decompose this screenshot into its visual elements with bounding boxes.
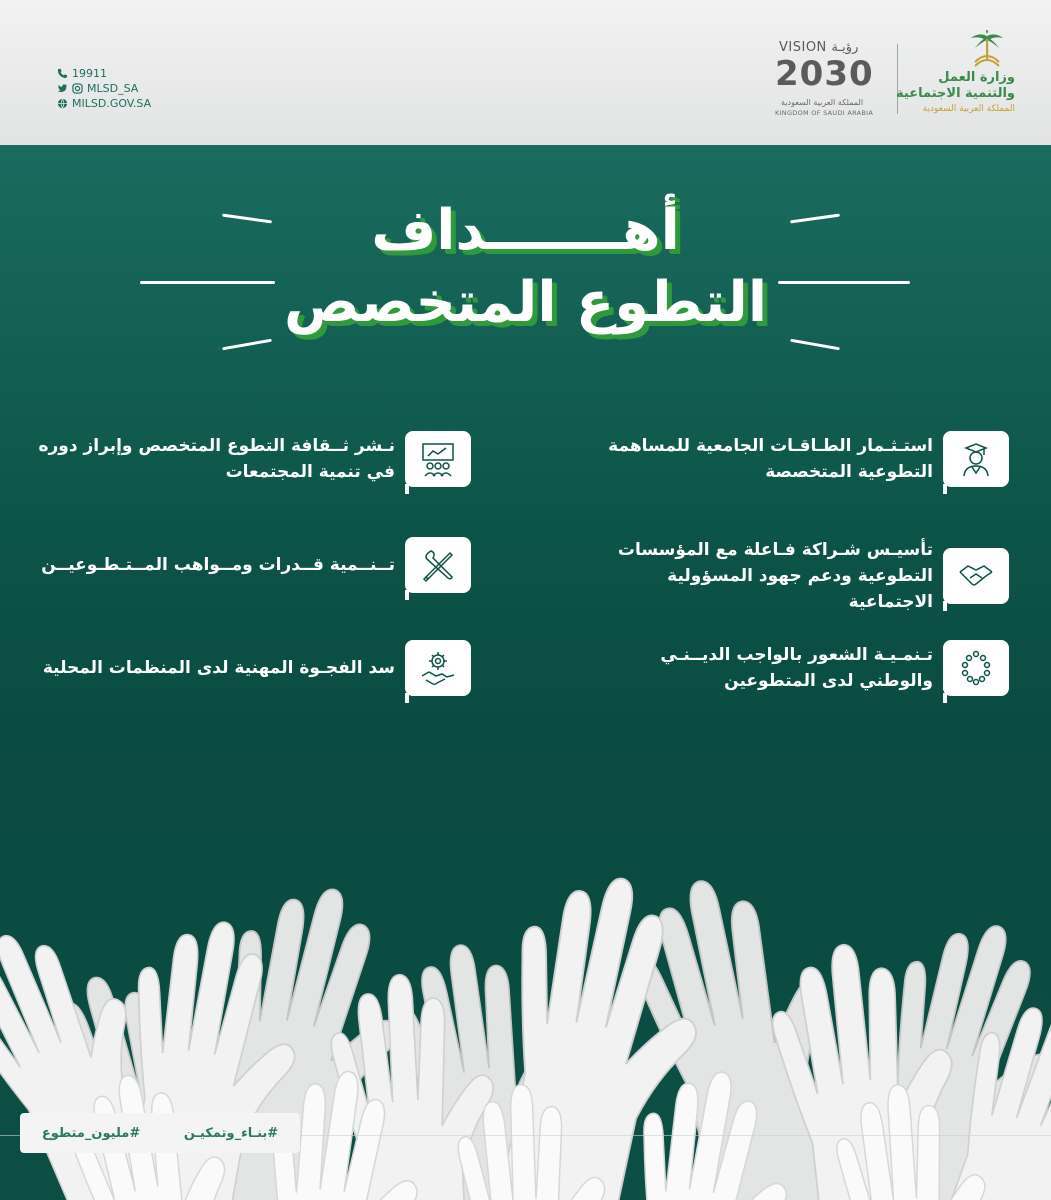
title-block (0, 195, 1051, 339)
handshake-icon (956, 556, 996, 596)
website-row[interactable] (57, 96, 151, 111)
goal-icon-box (405, 640, 471, 696)
goal-item (11, 640, 471, 696)
hashtag[interactable]: #مليون_متطوع (41, 1125, 141, 1141)
vision-number: 2030 (775, 54, 874, 94)
goal-text: سد الفجـوة المهنية لدى المنظمات المحلية (42, 658, 395, 678)
goal-icon-box (405, 537, 471, 593)
goal-text: استـثـمار الطـاقـات الجامعية للمساهمة التطوعية المتخصصة (608, 436, 933, 482)
vision-label: VISION رؤيـة (779, 40, 859, 55)
vision-english: KINGDOM OF SAUDI ARABIA (775, 109, 874, 117)
goal-item (589, 431, 1009, 487)
title-line1: أهـــــــداف (371, 198, 680, 263)
goal-item (589, 640, 1009, 696)
goal-icon-box (943, 548, 1009, 604)
goal-text: تـنمـيـة الشعور بالواجب الديــنـي والوطني لدى المتطوعين (660, 645, 933, 691)
graduate-icon (956, 439, 996, 479)
phone-row[interactable] (57, 66, 151, 81)
goal-text: تــنــمية قــدرات ومــواهب المــتـطـوعيــن (41, 555, 395, 575)
social-row[interactable] (57, 81, 151, 96)
globe-icon (57, 98, 68, 109)
instagram-icon (72, 83, 83, 94)
title-dash (790, 339, 840, 351)
goal-text: تأسيـس شـراكة فـاعلة مع المؤسسات التطوعية ودعم جهود المسؤولية الاجتماعية (617, 540, 933, 612)
hashtag[interactable]: #بنـاء_وتمكيـن (183, 1125, 279, 1141)
palm-icon (967, 30, 1007, 70)
prayer-beads-icon (956, 648, 996, 688)
title-line2: التطوع المتخصص (283, 270, 768, 335)
header (0, 0, 1051, 145)
phone-icon (57, 68, 68, 79)
phone-number: 19911 (72, 67, 107, 80)
ministry-country: المملكة العربية السعودية (922, 104, 1015, 114)
goal-text: نـشر ثــقافة التطوع المتخصص وإبراز دوره في تنمية المجتمعات (38, 436, 395, 482)
ministry-name-line2: والتنمية الاجتماعية (896, 86, 1015, 101)
ministry-logo (896, 30, 1015, 125)
contact-info (57, 66, 151, 111)
goal-item (11, 537, 471, 593)
goal-icon-box (405, 431, 471, 487)
hashtag-bar (20, 1113, 300, 1153)
gear-handshake-icon (418, 648, 458, 688)
tools-icon (418, 545, 458, 585)
content-panel (0, 145, 1051, 1200)
twitter-icon (57, 83, 68, 94)
website-url: MILSD.GOV.SA (72, 97, 152, 110)
goal-icon-box (943, 431, 1009, 487)
title-dash (778, 281, 910, 284)
header-divider (897, 44, 898, 114)
title-dash (222, 339, 272, 351)
goal-icon-box (943, 640, 1009, 696)
ministry-name-line1: وزارة العمل (938, 70, 1015, 85)
presentation-icon (418, 439, 458, 479)
goal-item (589, 537, 1009, 615)
title-dash (140, 281, 275, 284)
vision-2030-logo (775, 40, 887, 120)
goal-item (11, 431, 471, 487)
social-handle: MLSD_SA (87, 82, 139, 95)
vision-arabic: المملكة العربية السعودية (781, 98, 864, 107)
